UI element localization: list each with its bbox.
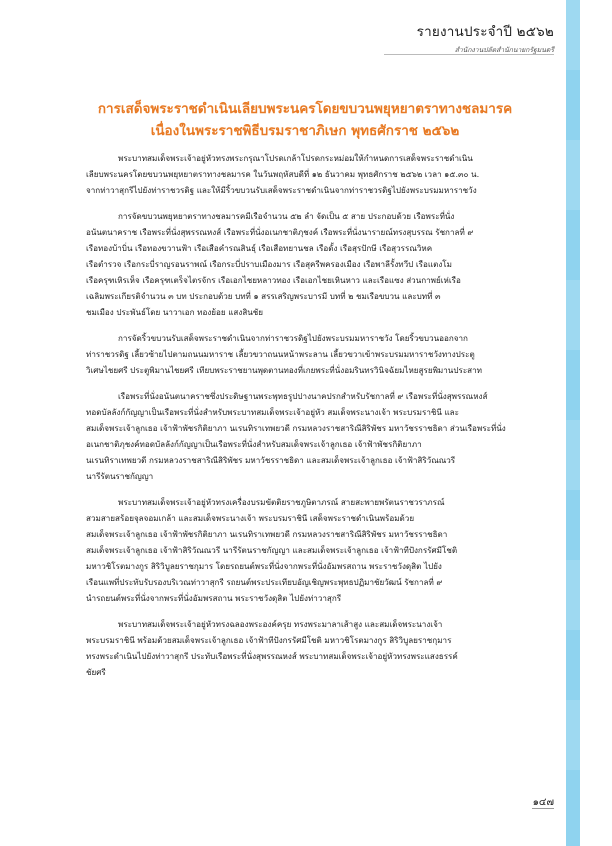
report-subtitle: สำนักงานปลัดสำนักนายกรัฐมนตรี bbox=[454, 46, 554, 54]
paragraph-line: นเรนทิราเทพยวดี กรมหลวงราชสาริณีสิริพัชร มหาวัชรราชธิดา และสมเด็จพระเจ้าลูกเธอ เจ้าฟ้าสิริวัณณวรี bbox=[86, 455, 456, 465]
paragraph-line: เลียบพระนครโดยขบวนพยุหยาตราทางชลมารค ในวันพฤหัสบดีที่ ๑๒ ธันวาคม พุทธศักราช ๒๕๖๒ เวลา ๑๕.๓๐ น. bbox=[86, 169, 480, 179]
paragraph-line: สมเด็จพระเจ้าลูกเธอ เจ้าฟ้าสิริวัณณวรี นารีรัตนราชกัญญา และสมเด็จพระเจ้าลูกเธอ เจ้าฟ้าทีปังกรรัศมีโชติ bbox=[86, 545, 458, 555]
paragraph-line: วิเศษไชยศรี ประตูพิมานไชยศรี เทียบพระราชยานพุดตานทองที่เกยพระที่นั่งอมรินทรวินิจฉัยมไหยสูรยพิมานประสาท bbox=[86, 365, 482, 375]
paragraph-line: การจัดริ้วขบวนรับเสด็จพระราชดำเนินจากท่าราชวรดิฐไปยังพระบรมมหาราชวัง โดยริ้วขบวนออกจาก bbox=[118, 333, 468, 343]
paragraph-line: ชัยศรี bbox=[86, 667, 106, 677]
side-bar-band bbox=[566, 280, 580, 350]
paragraph bbox=[86, 494, 534, 606]
paragraph bbox=[86, 330, 534, 378]
report-title: รายงานประจำปี ๒๕๖๒ bbox=[416, 24, 554, 40]
body-text bbox=[86, 150, 534, 690]
paragraph-line: เรือนแพที่ประทับรับรองบริเวณท่าวาสุกรี รถยนต์พระประเทียบอัญเชิญพระพุทธปฏิมาชัยวัฒน์ รัชกาลที่ ๙ bbox=[86, 577, 443, 587]
paragraph-line: เรือพระที่นั่งอนันตนาคราชซึ่งประดิษฐานพระพุทธรูปปางนาคปรกสำหรับรัชกาลที่ ๙ เรือพระที่นั่งสุพรรณหงส์ bbox=[118, 391, 488, 401]
document-heading bbox=[80, 98, 530, 142]
paragraph-line: มหาวชิโรตมางกูร สิริวิบูลยราชกุมาร โดยรถยนต์พระที่นั่งจากพระที่นั่งอัมพรสถาน พระราชวังดุสิต ไปยัง bbox=[86, 561, 442, 571]
paragraph-line: ทรงพระดำเนินไปยังท่าวาสุกรี ประทับเรือพระที่นั่งสุพรรณหงส์ พระบาทสมเด็จพระเจ้าอยู่หัวทรงพระแสงธรรค์ bbox=[86, 651, 458, 661]
heading-line-2: เนื่องในพระราชพิธีบรมราชาภิเษก พุทธศักราช ๒๕๖๒ bbox=[150, 123, 460, 139]
paragraph-line: การจัดขบวนพยุหยาตราทางชลมารคมีเรือจำนวน ๕๒ ลำ จัดเป็น ๕ สาย ประกอบด้วย เรือพระที่นั่ง bbox=[118, 211, 455, 221]
paragraph-line: พระบาทสมเด็จพระเจ้าอยู่หัวทรงฉลองพระองค์ครุย ทรงพระมาลาเส้าสูง และสมเด็จพระนางเจ้า bbox=[118, 619, 443, 629]
side-bar-band bbox=[566, 0, 580, 70]
paragraph-line: นารีรัตนราชกัญญา bbox=[86, 471, 154, 481]
side-bar-band bbox=[566, 700, 580, 770]
paragraph-line: นำรถยนต์พระที่นั่งจากพระที่นั่งอัมพรสถาน พระราชวังดุสิต ไปยังท่าวาสุกรี bbox=[86, 593, 342, 603]
paragraph bbox=[86, 208, 534, 320]
paragraph-line: จากท่าวาสุกรีไปยังท่าราชวรดิฐ และให้มีริ้วขบวนรับเสด็จพระราชดำเนินจากท่าราชวรดิฐไปยังพระบรมมหาราชวัง bbox=[86, 185, 477, 195]
paragraph bbox=[86, 616, 534, 680]
paragraph-line: สวมสายสร้อยจุลจอมเกล้า และสมเด็จพระนางเจ้า พระบรมราชินี เสด็จพระราชดำเนินพร้อมด้วย bbox=[86, 513, 415, 523]
page-header bbox=[417, 20, 554, 55]
heading-line-1: การเสด็จพระราชดำเนินเลียบพระนครโดยขบวนพยุหยาตราทางชลมารค bbox=[97, 101, 513, 117]
side-bar-band bbox=[566, 420, 580, 490]
paragraph bbox=[86, 388, 534, 484]
paragraph bbox=[86, 150, 534, 198]
side-bar-band bbox=[566, 140, 580, 210]
side-bar-band bbox=[566, 560, 580, 630]
page-number-underline bbox=[532, 808, 554, 809]
paragraph-line: อนันตนาคราช เรือพระที่นั่งสุพรรณหงส์ เรือพระที่นั่งอเนกชาติภุชงค์ เรือพระที่นั่งนารายณ์ทรงสุบรรณ รัชกาลที่ ๙ bbox=[86, 227, 474, 237]
paragraph-line: เรือครุฑเหิรเห็จ เรือครุฑเตร็จไตรจักร เรือเอกไชยหลาวทอง เรือเอกไชยเหินหาว และเรือแซง ส่วนกาพย์เห่เรือ bbox=[86, 275, 461, 285]
paragraph-line: พระบาทสมเด็จพระเจ้าอยู่หัวทรงพระกรุณาโปรดเกล้าโปรดกระหม่อมให้กำหนดการเสด็จพระราชดำเนิน bbox=[118, 153, 473, 163]
paragraph-line: ทอดบัลลังก์กัญญาเป็นเรือพระที่นั่งสำหรับพระบาทสมเด็จพระเจ้าอยู่หัว สมเด็จพระนางเจ้า พระบรมราชินี และ bbox=[86, 407, 459, 417]
paragraph-line: เรือตำรวจ เรือกระบี่ราญรอนราพณ์ เรือกระบี่ปราบเมืองมาร เรือสุครีพครองเมือง เรือพาลีรั้งทวีป เรือแตงโม bbox=[86, 259, 452, 269]
paragraph-line: ท่าราชวรดิฐ เลี้ยวซ้ายไปตามถนนมหาราช เลี้ยวขวาถนนหน้าพระลาน เลี้ยวขวาเข้าพระบรมมหาราชวังทางประตู bbox=[86, 349, 475, 359]
paragraph-line: พระบรมราชินี พร้อมด้วยสมเด็จพระเจ้าลูกเธอ เจ้าฟ้าทีปังกรรัศมีโชติ มหาวชิโรตมางกูร สิริวิบูลยราชกุมาร bbox=[86, 635, 452, 645]
header-divider bbox=[384, 54, 554, 55]
paragraph-line: สมเด็จพระเจ้าลูกเธอ เจ้าฟ้าพัชรกิติยาภา นเรนทิราเทพยวดี กรมหลวงราชสาริณีสิริพัชร มหาวัชรราชธิดา ส่วนเรือพระที่นั่ง bbox=[86, 423, 506, 433]
page-number: ๑๔๗ bbox=[532, 797, 554, 808]
paragraph-line: สมเด็จพระเจ้าลูกเธอ เจ้าฟ้าพัชรกิติยาภา นเรนทิราเทพยวดี กรมหลวงราชสาริณีสิริพัชร มหาวัชรราชธิดา bbox=[86, 529, 448, 539]
paragraph-line: พระบาทสมเด็จพระเจ้าอยู่หัวทรงเครื่องบรมขัตติยราชภูษิตาภรณ์ สายสะพายพรัตนราชวราภรณ์ bbox=[118, 497, 445, 507]
paragraph-line: อเนกชาติภุชงค์ทอดบัลลังก์กัญญาเป็นเรือพระที่นั่งสำหรับสมเด็จพระเจ้าลูกเธอ เจ้าฟ้าพัชรกิติยาภา bbox=[86, 439, 422, 449]
paragraph-line: เรือทองบ้าบิ่น เรือทองขวานฟ้า เรือเสือคำรณสินธุ์ เรือเสือทยานชล เรือดั้ง เรือสุรปักษี เรือสุวรรณวิหค bbox=[86, 243, 433, 253]
side-color-bar bbox=[566, 0, 580, 846]
paragraph-line: ชมเมือง ประพันธ์โดย นาวาเอก ทองย้อย แสงสินชัย bbox=[86, 307, 264, 317]
paragraph-line: เฉลิมพระเกียรติจำนวน ๓ บท ประกอบด้วย บทที่ ๑ สรรเสริญพระบารมี บทที่ ๒ ชมเรือขบวน และบทที่ ๓ bbox=[86, 291, 441, 301]
